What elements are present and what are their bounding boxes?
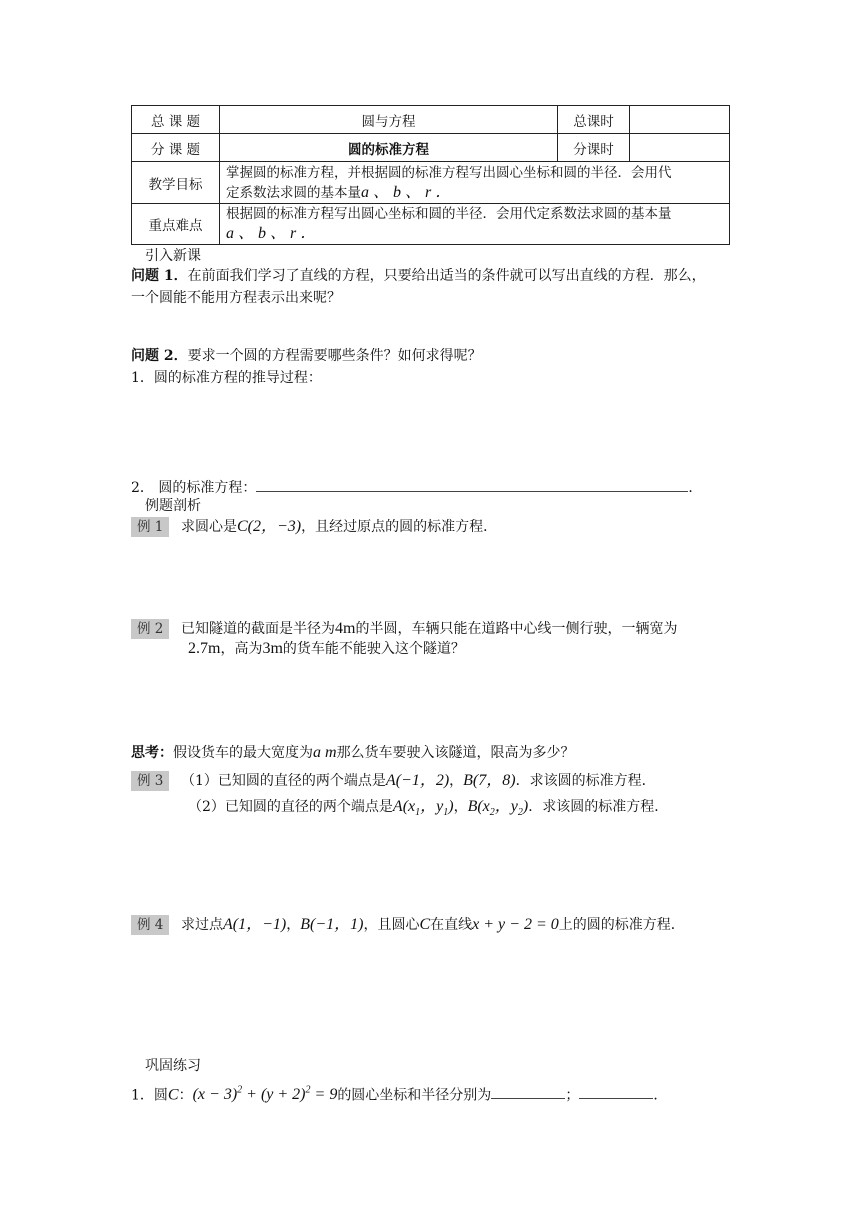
- example-2-line1: [181, 619, 677, 639]
- key-points-line2: a 、 b 、 r ．: [226, 225, 317, 242]
- think-post: 那么货车要驶入该隧道，限高为多少？: [336, 745, 575, 761]
- question-1-line1: [131, 266, 706, 286]
- section-practice: 巩固练习: [145, 1058, 201, 1074]
- example-4-point-a: A(1，−1): [223, 916, 287, 933]
- standard-equation-blank[interactable]: [256, 477, 688, 492]
- key-points-content: [220, 204, 730, 245]
- example-2-post: 的货车能不能驶入这个隧道？: [282, 641, 465, 657]
- example-3-point-a2: $A(x_1$，$y_1$): [392, 798, 454, 819]
- section-examples: 例题剖析: [145, 498, 201, 514]
- question-1-line2: 一个圆能不能用方程表示出来呢？: [131, 290, 341, 306]
- example-4-center: C: [419, 916, 431, 933]
- practice-1-colon: ：: [178, 1087, 193, 1104]
- sub-hours-value: [630, 134, 730, 162]
- example-4-mid2: 在直线: [430, 917, 473, 933]
- example-2-mid: 的半圆，车辆只能在道路中心线一侧行驶，一辆宽为: [355, 621, 678, 637]
- total-hours-value: [630, 106, 730, 134]
- example-2-radius: 4m: [335, 620, 356, 637]
- practice-1-center-blank[interactable]: [491, 1084, 565, 1099]
- example-2-pre: 已知隧道的截面是半径为: [181, 621, 335, 637]
- teaching-goal-label: 教学目标: [132, 162, 220, 204]
- example-4-tag: 例 4: [131, 915, 169, 935]
- practice-1-end: ．: [653, 1087, 668, 1104]
- example-1-post: ，且经过原点的圆的标准方程．: [301, 519, 498, 535]
- example-3-part2: （2）已知圆的直径的两个端点是$A(x_1$，$y_1$)，$B(x_2$，$y_2$)．求该圆的标准方程．: [188, 798, 669, 819]
- example-2-height: 3m: [262, 640, 283, 657]
- total-topic-label: 总 课 题: [132, 106, 220, 134]
- question-1-text: 在前面我们学习了直线的方程，只要给出适当的条件就可以写出直线的方程．那么，: [187, 268, 706, 284]
- practice-1-radius-blank[interactable]: [579, 1084, 653, 1099]
- think-label: 思考：: [131, 745, 173, 761]
- think-width: a m: [313, 744, 337, 761]
- item-standard-equation-text: 2． 圆的标准方程：: [131, 480, 257, 496]
- teaching-goal-content: [220, 162, 730, 204]
- example-3-part1-pre: （1）已知圆的直径的两个端点是: [181, 773, 386, 789]
- example-1-center: C(2，−3): [237, 518, 302, 535]
- think-pre: 假设货车的最大宽度为: [173, 745, 313, 761]
- example-2-width: 2.7m: [188, 640, 221, 657]
- teaching-goal-line2: [226, 183, 723, 203]
- example-4-text: 求过点A(1，−1)，B(−1，1)，且圆心C在直线x + y − 2 = 0上的圆的标准方程．: [181, 916, 685, 933]
- item-derivation: 1．圆的标准方程的推导过程：: [131, 370, 322, 386]
- think: [131, 743, 575, 763]
- example-1-text: [181, 517, 497, 537]
- example-3-point-a: A(−1，2): [385, 772, 450, 789]
- example-3-part1-post: ．求该圆的标准方程．: [515, 773, 656, 789]
- example-2-line2: [188, 639, 465, 659]
- example-2-mid2: ，高为: [220, 641, 263, 657]
- key-points-line1: 根据圆的标准方程写出圆心坐标和圆的半径．会用代定系数法求圆的基本量: [226, 206, 672, 222]
- question-2-text: 要求一个圆的方程需要哪些条件？如何求得呢？: [187, 348, 482, 364]
- practice-1-pre: 1．圆: [131, 1087, 168, 1104]
- example-4-mid: ，且圆心: [363, 917, 420, 933]
- example-1-tag: 例 1: [131, 517, 169, 537]
- example-3-part1: （1）已知圆的直径的两个端点是A(−1，2)，B(7，8)．求该圆的标准方程．: [181, 772, 656, 789]
- question-1-label: 问题 1．: [131, 268, 188, 284]
- example-4-line: x + y − 2 = 0: [472, 916, 559, 933]
- header-table: [131, 105, 730, 245]
- section-intro: 引入新课: [145, 248, 201, 264]
- question-2: [131, 346, 482, 366]
- example-4-pre: 求过点: [181, 917, 223, 933]
- example-3-point-b2: $B(x_2$，$y_2$): [467, 798, 529, 819]
- example-4-point-b: B(−1，1): [300, 916, 364, 933]
- example-1-pre: 求圆心是: [181, 519, 237, 535]
- practice-1: [131, 1081, 667, 1105]
- teaching-goal-vars: a 、 b 、 r ．: [361, 183, 452, 201]
- total-topic-value: 圆与方程: [220, 106, 558, 134]
- example-3-tag: 例 3: [131, 771, 169, 791]
- practice-1-sep: ；: [565, 1087, 580, 1104]
- example-3-part2-post: ．求该圆的标准方程．: [528, 799, 669, 815]
- teaching-goal-line2-text: 定系数法求圆的基本量: [226, 184, 361, 201]
- question-2-label: 问题 2．: [131, 348, 188, 364]
- practice-1-post: 的圆心坐标和半径分别为: [337, 1087, 492, 1104]
- example-3-part2-pre: （2）已知圆的直径的两个端点是: [188, 799, 393, 815]
- teaching-goal-line1: 掌握圆的标准方程，并根据圆的标准方程写出圆心坐标和圆的半径．会用代: [226, 164, 672, 181]
- example-2-tag: 例 2: [131, 619, 169, 639]
- example-3-point-b: B(7，8): [463, 772, 516, 789]
- practice-1-circle: C: [167, 1086, 179, 1104]
- sub-topic-label: 分 课 题: [132, 134, 220, 162]
- sub-hours-label: 分课时: [558, 134, 630, 162]
- total-hours-label: 总课时: [558, 106, 630, 134]
- sub-topic-value: 圆的标准方程: [220, 134, 558, 162]
- key-points-label: 重点难点: [132, 204, 220, 245]
- item-standard-equation: [131, 477, 702, 498]
- item-standard-equation-end: ．: [688, 480, 703, 496]
- example-4-post: 上的圆的标准方程．: [558, 917, 685, 933]
- practice-1-equation: $(x - 3)^2 + (y + 2)^2 = 9$: [192, 1085, 338, 1104]
